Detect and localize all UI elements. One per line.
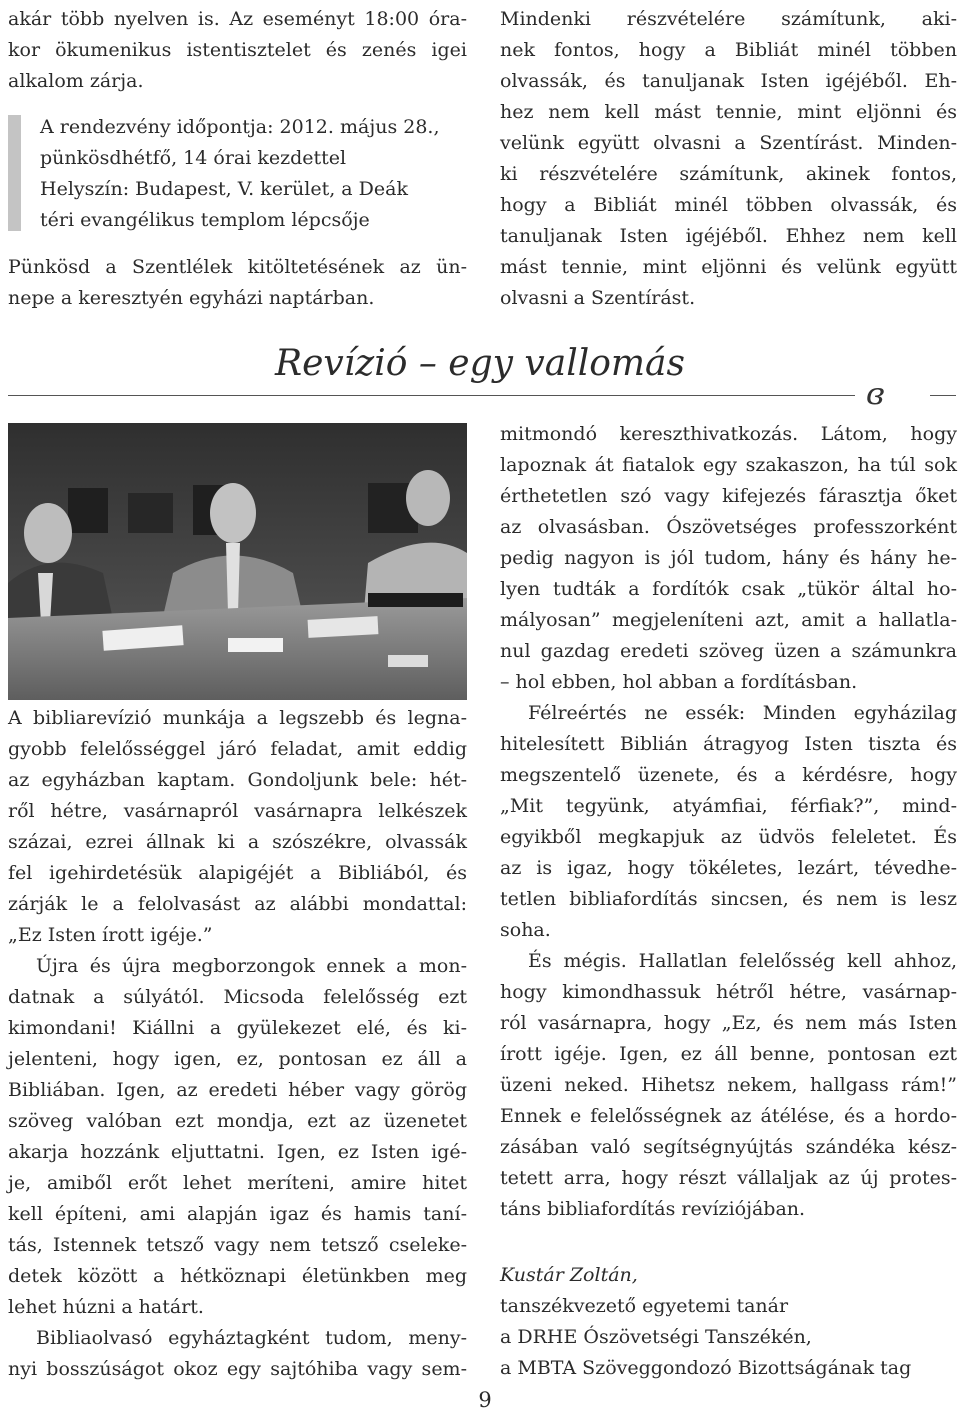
text-line: Bibliaolvasó egyháztagként tudom, meny- (36, 1327, 467, 1349)
text-line: nul gazdag eredeti szöveg üzen a számunkra (500, 640, 957, 662)
text-line: datnak a súlyától. Micsoda felelősség ezt (8, 986, 467, 1008)
text-line: érthetetlen szó vagy kifejezés fárasztja őket (500, 485, 957, 507)
event-location-cont: téri evangélikus templom lépcsője (40, 209, 370, 231)
text-line: „Mit tegyünk, atyámfiai, férfiak?”, mind- (500, 795, 957, 817)
text-line: tás, Istennek tetsző vagy nem tetsző cseleke- (8, 1234, 467, 1256)
title-rule-end (930, 395, 956, 396)
text-line: És mégis. Hallatlan felelősség kell ahhoz, (528, 950, 957, 972)
ornament-icon: ɞ (866, 377, 885, 412)
event-time: pünkösdhétfő, 14 órai kezdettel (40, 147, 347, 169)
text-line: tanuljanak Isten igéjéből. Ehhez nem kell (500, 225, 957, 247)
text-line: mást tennie, mint eljönni és velünk együtt (500, 256, 957, 278)
text-line: A bibliarevízió munkája a legszebb és legna- (8, 707, 467, 729)
text-line: tetlen bibliafordítás sincsen, és nem is lesz (500, 888, 957, 910)
text-line: nek fontos, hogy a Bibliát minél többen (500, 39, 957, 61)
text-line: mályosan” megjeleníteni azt, amit a hallatla- (500, 609, 957, 631)
text-line: az is igaz, hogy tökéletes, lezárt, tévedhe- (500, 857, 957, 879)
text-line: mitmondó kereszthivatkozás. Látom, hogy (500, 423, 957, 445)
author-title: tanszékvezető egyetemi tanár (500, 1295, 789, 1317)
text-line: írott igéje. Igen, ez áll benne, pontosan ezt (500, 1043, 957, 1065)
text-line: ki részvételére számítunk, akinek fontos, (500, 163, 957, 185)
text-line: velünk együtt olvasni a Szentírást. Minden- (500, 132, 957, 154)
text-line: Újra és újra megborzongok ennek a mon- (36, 955, 467, 977)
text-line: hez nem kell mást tennie, mint eljönni és (500, 101, 957, 123)
text-line: hitelesített Biblián átragyog Isten tiszta és (500, 733, 957, 755)
text-line: szöveg valóban ezt mondja, ezt az üzenetet (8, 1110, 467, 1132)
text-line: akarja hozzánk eljuttatni. Igen, ez Isten igé- (8, 1141, 467, 1163)
text-line: lehet húzni a határt. (8, 1296, 204, 1318)
event-date: A rendezvény időpontja: 2012. május 28., (40, 116, 440, 138)
author-department: a DRHE Ószövetségi Tanszékén, (500, 1326, 812, 1348)
text-line: olvassák, és tanuljanak Isten igéjéből. Eh- (500, 70, 957, 92)
text-line: százai, ezrei állnak ki a szószékre, olvassák (8, 831, 467, 853)
text-line: lapoznak át fiatalok egy szakaszon, ha túl sok (500, 454, 957, 476)
text-line: je, amiből erőt lehet meríteni, amire hitet (8, 1172, 467, 1194)
article-left-column (8, 703, 467, 1385)
event-location: Helyszín: Budapest, V. kerület, a Deák (40, 178, 408, 200)
text-line: nepe a keresztyén egyházi naptárban. (8, 287, 375, 309)
text-line: az olvasásban. Ószövetséges professzorként (500, 516, 957, 538)
text-line: gyobb felelősséggel járó feladat, amit eddig (8, 738, 467, 760)
text-line: nyi bosszúságot okoz egy sajtóhiba vagy sem- (8, 1358, 467, 1380)
text-line: Bibliában. Igen, az eredeti héber vagy görög (8, 1079, 467, 1101)
author-committee: a MBTA Szöveggondozó Bizottságának tag (500, 1357, 912, 1379)
text-line: hogy a Bibliát minél többen olvassák, és (500, 194, 957, 216)
text-line: Félreértés ne essék: Minden egyházilag (528, 702, 957, 724)
text-line: üzeni neked. Hihetsz nekem, hallgass rám!” (500, 1074, 957, 1096)
text-line: Mindenki részvételére számítunk, aki- (500, 8, 957, 30)
title-rule (8, 395, 855, 396)
text-line: tetett arra, hogy részt vállaljak az új protes- (500, 1167, 957, 1189)
event-info (40, 112, 467, 236)
text-line: Pünkösd a Szentlélek kitöltetésének az ün- (8, 256, 467, 278)
text-line: hogy kimondhassuk hétről hétre, vasárnap- (500, 981, 957, 1003)
text-line: ról vasárnapra, hogy „Ez, és nem más Isten (500, 1012, 957, 1034)
article-right-column (500, 419, 957, 1225)
text-line: egyikből megkapjuk az üdvös feleletet. És (500, 826, 957, 848)
text-line: pedig nagyon is jól tudom, hány és hány he- (500, 547, 957, 569)
text-line: zásában való segítségnyújtás szándéka kész- (500, 1136, 957, 1158)
author-block (500, 1260, 957, 1384)
text-line: lyen tudták a fordítók csak „tükör által ho- (500, 578, 957, 600)
text-line: soha. (500, 919, 551, 941)
photo-illustration (8, 423, 467, 700)
quote-bar (8, 115, 21, 231)
text-line: táns bibliafordítás revíziójában. (500, 1198, 806, 1220)
text-line: – hol ebben, hol abban a fordításban. (500, 671, 858, 693)
participation-paragraph (500, 4, 957, 314)
article-title: Revízió – egy vallomás (274, 343, 685, 384)
text-line: az egyházban kaptam. Gondoljunk bele: hét- (8, 769, 467, 791)
intro-paragraph (8, 4, 467, 97)
text-line: kimondani! Kiállni a gyülekezet elé, és ki- (8, 1017, 467, 1039)
text-line: ről hétre, vasárnapról vasárnapra lelkészek (8, 800, 467, 822)
text-line: kor ökumenikus istentisztelet és zenés igei (8, 39, 467, 61)
text-line: kell építeni, ami alapján igaz és hamis taní- (8, 1203, 467, 1225)
text-line: megszentelő üzenete, és a kérdésre, hogy (500, 764, 957, 786)
pentecost-paragraph (8, 252, 467, 314)
text-line: zárják le a felolvasást az alábbi mondattal: (8, 893, 467, 915)
text-line: jelenteni, hogy igen, ez, pontosan ez áll a (8, 1048, 467, 1070)
author-name: Kustár Zoltán, (500, 1264, 638, 1286)
photo-three-men-at-table (8, 423, 467, 700)
text-line: alkalom zárja. (8, 70, 144, 92)
text-line: olvasni a Szentírást. (500, 287, 696, 309)
text-line: Ennek e felelősségnek az átélése, és a hordo- (500, 1105, 957, 1127)
text-line: detek között a hétköznapi életünkben meg (8, 1265, 467, 1287)
text-line: akár több nyelven is. Az eseményt 18:00 óra- (8, 8, 467, 30)
text-line: „Ez Isten írott igéje.” (8, 924, 213, 946)
page-number: 9 (478, 1388, 492, 1412)
text-line: fel igehirdetésük alapigéjét a Bibliából, és (8, 862, 467, 884)
